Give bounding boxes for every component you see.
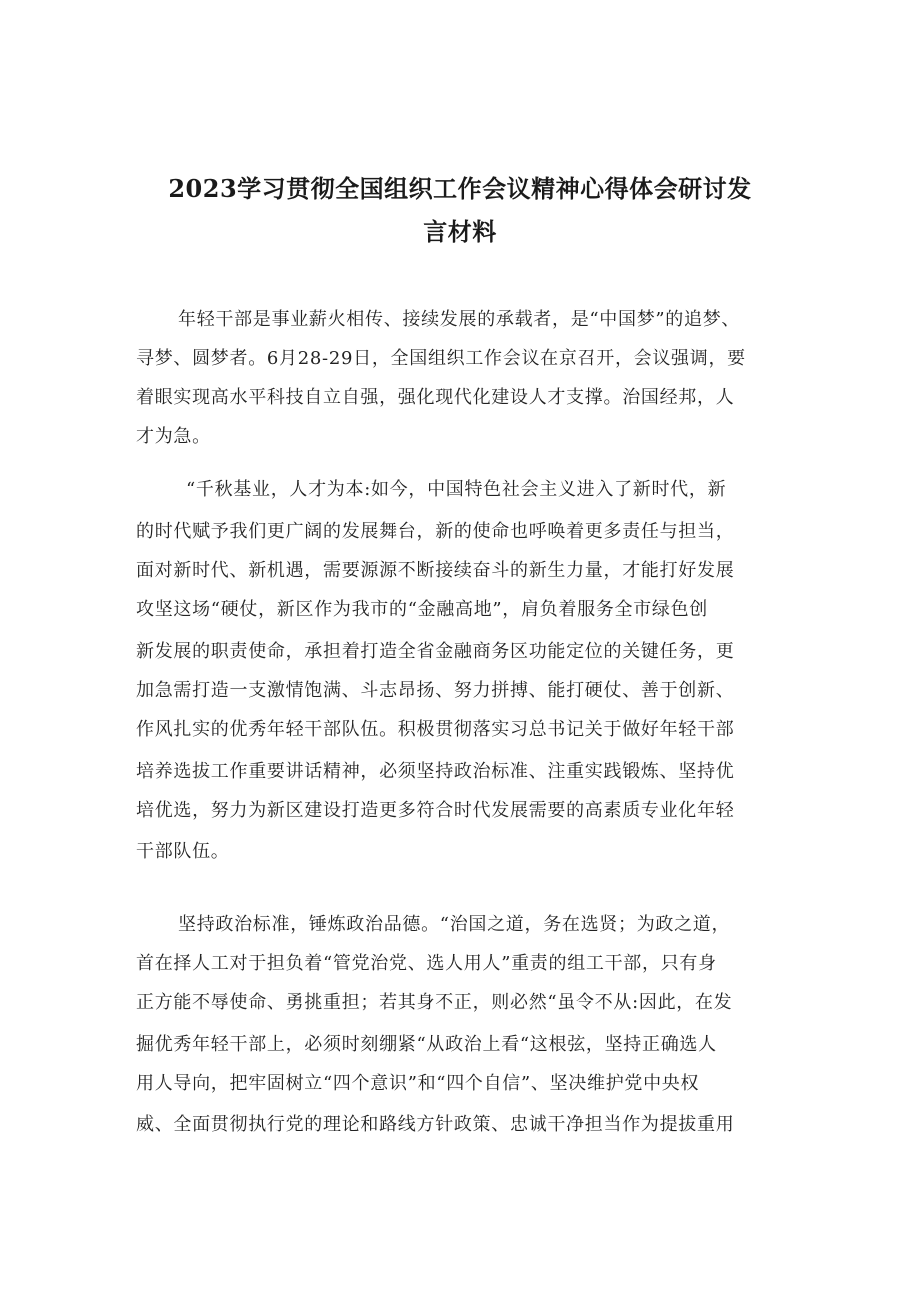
paragraph-2-line: 加急需打造一支激情饱满、斗志昂扬、努力拼搏、能打硬仗、善于创新、 <box>136 680 735 701</box>
paragraph-3-line: 正方能不辱使命、勇挑重担；若其身不正，则必然“虽令不从:因此，在发 <box>136 992 733 1013</box>
paragraph-3-line: 掘优秀年轻干部上，必须时刻绷紧“从政治上看“这根弦，坚持正确选人 <box>136 1034 717 1055</box>
document-title-line-2: 言材料 <box>423 217 497 246</box>
paragraph-3-line: 威、全面贯彻执行党的理论和路线方针政策、忠诚干净担当作为提拔重用 <box>136 1114 735 1135</box>
paragraph-2-line: 培优选，努力为新区建设打造更多符合时代发展需要的高素质专业化年轻 <box>136 800 735 821</box>
paragraph-2-line: 新发展的职责使命，承担着打造全省金融商务区功能定位的关键任务，更 <box>136 641 735 662</box>
paragraph-3-line: 坚持政治标准，锤炼政治品德。“治国之道，务在选贤；为政之道， <box>178 914 731 935</box>
paragraph-3-line: 首在择人工对于担负着“管党治党、选人用人”重责的组工干部，只有身 <box>136 953 717 974</box>
paragraph-2-line: 的时代赋予我们更广阔的发展舞台，新的使命也呼唤着更多责任与担当， <box>136 521 735 542</box>
paragraph-3-line: 用人导向，把牢固树立“四个意识”和“四个自信”、坚决维护党中央权 <box>136 1073 700 1094</box>
paragraph-1-line: 着眼实现高水平科技自立自强，强化现代化建设人才支撑。治国经邦，人 <box>136 387 735 408</box>
paragraph-2-line: 面对新时代、新机遇，需要源源不断接续奋斗的新生力量，才能打好发展 <box>136 560 735 581</box>
paragraph-2-line: 攻坚这场“硬仗，新区作为我市的“金融高地”，肩负着服务全市绿色创 <box>136 599 709 620</box>
paragraph-2-line: “千秋基业，人才为本:如今，中国特色社会主义进入了新时代，新 <box>186 479 727 500</box>
document-title-line-1: 2023学习贯彻全国组织工作会议精神心得体会研讨发 <box>168 174 752 203</box>
paragraph-1-line: 才为急。 <box>136 426 211 447</box>
paragraph-1-line: 年轻干部是事业薪火相传、接续发展的承载者，是“中国梦”的追梦、 <box>178 309 741 330</box>
paragraph-2-line: 培养选拔工作重要讲话精神，必须坚持政治标准、注重实践锻炼、坚持优 <box>136 761 735 782</box>
paragraph-2-line: 作风扎实的优秀年轻干部队伍。积极贯彻落实习总书记关于做好年轻干部 <box>136 719 735 740</box>
paragraph-2-line: 干部队伍。 <box>136 841 230 862</box>
paragraph-1-line: 寻梦、圆梦者。6月28-29日，全国组织工作会议在京召开，会议强调，要 <box>136 348 746 369</box>
